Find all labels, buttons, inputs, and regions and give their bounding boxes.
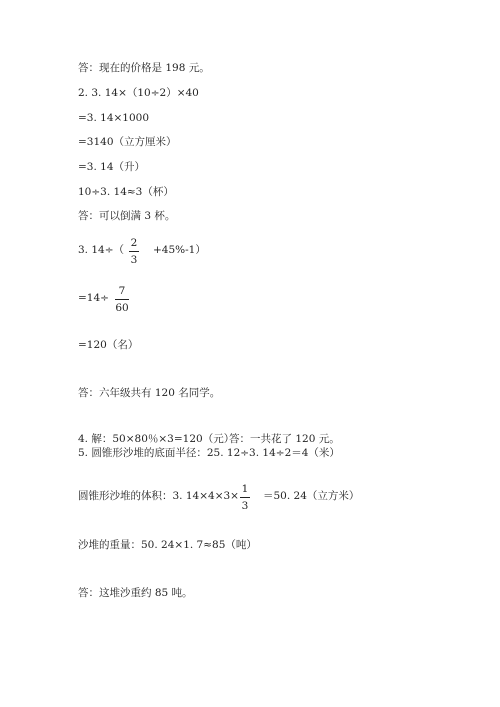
problem-3-step-3: =120（名） <box>78 339 139 351</box>
problem-3-answer: 答：六年级共有 120 名同学。 <box>78 387 221 399</box>
fraction-numerator: 1 <box>241 483 249 495</box>
problem-2-step-2: =3. 14×1000 <box>78 112 150 124</box>
problem-3-step-1-right: +45%-1） <box>153 244 206 256</box>
problem-5-radius: 5. 圆锥形沙堆的底面半径：25. 12÷3. 14÷2＝4（米） <box>78 447 340 459</box>
fraction-bar <box>115 299 129 300</box>
problem-5-weight: 沙堆的重量：50. 24×1. 7≈85（吨） <box>78 539 257 551</box>
problem-2-step-5: 10÷3. 14≈3（杯） <box>78 186 174 198</box>
problem-5-volume-right: ＝50. 24（立方米） <box>263 490 360 502</box>
problem-5-volume-left: 圆锥形沙堆的体积：3. 14×4×3× <box>78 490 239 502</box>
fraction-bar <box>129 251 139 252</box>
problem-2-step-4: =3. 14（升） <box>78 161 146 173</box>
fraction-denominator: 3 <box>241 499 249 512</box>
problem-4-answer: 答：一共花了 120 元。 <box>229 433 340 445</box>
fraction-one-third <box>240 484 250 511</box>
problem-2-step-3: =3140（立方厘米） <box>78 136 177 148</box>
fraction-denominator: 3 <box>130 253 138 266</box>
fraction-two-thirds <box>129 238 139 265</box>
problem-3-step-1-left: 3. 14÷（ <box>78 244 125 256</box>
fraction-seven-sixtieths <box>115 286 129 313</box>
problem-3-step-2-left: =14÷ <box>78 292 109 304</box>
fraction-bar <box>240 497 250 498</box>
problem-2-step-1: 2. 3. 14×（10÷2）×40 <box>78 87 199 99</box>
problem-2-answer: 答：可以倒满 3 杯。 <box>78 210 176 222</box>
problem-4-solution: 4. 解：50×80％×3=120（元） <box>78 433 235 445</box>
answer-line-price: 答：现在的价格是 198 元。 <box>78 62 210 74</box>
problem-5-answer: 答：这堆沙重约 85 吨。 <box>78 587 193 599</box>
fraction-numerator: 7 <box>118 285 126 297</box>
fraction-numerator: 2 <box>130 237 138 249</box>
fraction-denominator: 60 <box>115 301 129 314</box>
